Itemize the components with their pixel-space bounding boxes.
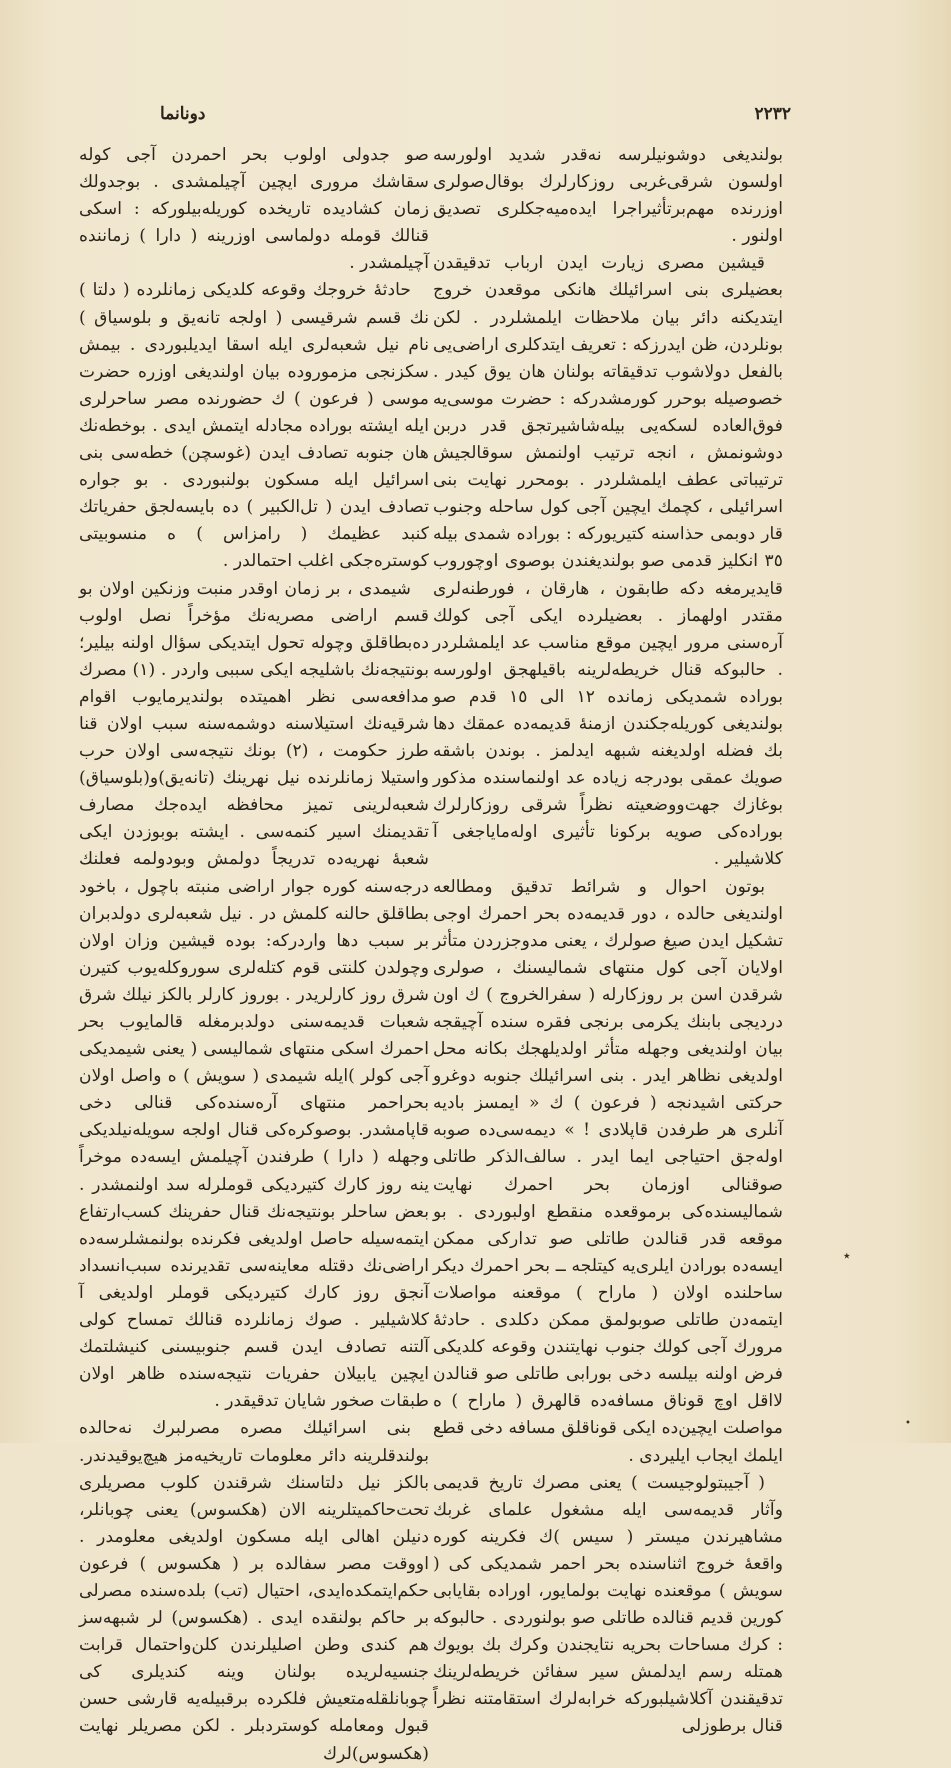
margin-mark: ٭ <box>843 1248 851 1264</box>
page-number: ٢٢٣٢ <box>754 104 791 124</box>
left-column <box>79 142 429 1768</box>
paragraph: بولنديغى دوشونيلرسه نه‌قدر شديد اولورسه اولسون شرقى‌غربى روزكارلرك بوقال‌صولرى اوزرنده مهم‌برتأثيراجرا ايده‌ميه‌جكلرى تصديق اولنور . <box>433 145 783 247</box>
paragraph: قيشين مصرى زيارت ايدن ارباب تدقيقدن بعضيلرى بنى اسرائيلك هانكى موقعدن خروج ايتديكنه دائر بيان ملاحظات ايلمشلردر . لكن بونلردن، ظن ايدرزكه : تعريف ايتدكلرى اراضى‌يى بالفعل دولاشوب تدقيقاته بولنان هان يوق كيدر . خصوصيله بوحرر كورمشدركه : حضرت موسى‌يه فوق‌العاده لسكه‌يى بيله‌شاشيرتجق قدر دربن دوشونمش ، انجه ترتيب اولنمش سوقالجيش ترتيباتى عطف ايلمشلردر . بومحرر نهايت بنى اسرائيلى ، كچمك ايچين آجى كول ساحله وجنوب قار دوبمى حذاسنه كتيريوركه : بوراده شمدى بيله ٣٥ انكليز قدمى صو بولنديغندن بوصوى اوچوروب قايديرمغه دكه طابقون ، هارقان ، فورطنه‌لرى مقتدر اولهماز . بعضيلرده ايكى آجى كولك آره‌سنى مرور ايچين موقع مناسب عد ايلمشلردر . حالبوكه قنال خريطه‌لرينه باقيلهجق اولورسه بوراده شمديكى زمانده ١٢ الى ١٥ قدم صو بولنديغى كوريله‌جكندن ازمنهٔ قديمه‌ده عمقك دها بك فضله اولديغنه شبهه ايدلمز . بوندن باشقه صويك عمقى بودرجه زياده عد اولنماسنده مذكور بوغازك جهت‌ووضعيته نظراً شرقى روزكارلرك بوراده‌كى صويه بركونا تأثيرى اوله‌ماياجغى آ كلاشيلير . <box>433 253 784 870</box>
paragraph: حادثهٔ خروجك وقوعه كلديكى زمانلرده ( دلتا ) نك قسم شرقيسى ( اولجه تانه‌يق و بلوسياق ) نام نيل شعبه‌لرى ايله اسقا ايديلبوردى . بيمش سكزنجى مزموروده بيان اولنديغى اوزره حضرت موسى ( فرعون ) ك حضورنده مصر ساحرلرى ايله ايشته بوراده مجادله ايتمش ايدى . بوخطه‌نك هان جنوبه تصادف ايدن (غوسچن) خطه‌سى بنى اسرائيل ايله مسكون بولنبوردى . بو جواره تصادف ايدن ( تل‌الكبير ) ده بايسه‌لجق حفرياتك كنبد عظيمك ( رامزاس ) ه منسوبيتى كوستره‌جكى اغلب احتمالدر . <box>79 280 429 572</box>
right-column <box>433 142 783 1741</box>
running-title: دونانما <box>160 104 206 124</box>
paragraph: ( آجيبتولوجيست ) يعنى مصرك تاريخ قديمى وآثار قديمه‌سى ايله مشغول علماى غربك مشاهيرندن ميستر ( سيس )ك فكرينه كوره واقعهٔ خروج اثناسنده بحر احمر شمديكى كى ( سويش ) موقعنده نهايت بولمايور، اوراده بقايابى كورين قديم قنالده طاتلى صو بولنوردى . حالبوكه : كرك مساحات بحريه نتايجندن وكرك بك بويوك همتله رسم ايدلمش سير سفائن خريطه‌لرينك تدقيقندن آكلاشيلبوركه خرابه‌لرك استقامتنه نظراً قنال برطوزلى <box>433 1472 783 1737</box>
paragraph: بوتون احوال و شرائط تدقيق ومطالعه اولنديغى حالده ، دور قديمه‌ده بحر احمرك اوجى تشكيل ايدن صيغ صولرك ، يعنى مدوجزردن متأثر اولايان آجى كول منتهاى شماليسنك ، صولرى شرقدن اسن بر روزكارله ( سفرالخروج ) ك اون درديجى بابنك يكرمى برنجى فقره سنده آچيقجه بيان اولنديغى وجهله متأثر اولديلهجك بكانه محل اولديغى نظاهر ايدر . بنى اسرائيلك جنوبه دوغرو حركتى اشيدنجه ( فرعون ) ك « ايمسز باديه آنلرى هر طرفدن قاپلادى ! » ديمه‌سى‌ده صوبه اوله‌جق احتياجى ايما ايدر . سالف‌الذكر طاتلى صوقنالى اوزمان بحر احمرك نهايت شماليسنده‌كى برموقعده منقطع اولبوردى . بو موقعه قدر قنالدن طاتلى صو تداركى ممكن ايسه‌ده بورادن ايلرى‌يه كيتلجه ــ بحر احمرك ديكر ساحلنده اولان ( ماراح ) موقعنه مواصلات ايتمه‌دن طاتلى صوبولمق ممكن دكلدى . حادثهٔ مرورك آجى كولك جنوب نهايتندن وقوعه كلديكى فرض اولنه بيلسه دخى بورابى طاتلى صو قنالدن لااقل اوچ قوناق مسافه‌ده قالهرق ( ماراح ) ه مواصلت ايچين‌ده ايكى قوناقلق مسافه دخى قطع ايلمك ايجاب ايليردى . <box>433 876 783 1466</box>
paragraph: بنى اسرائيلك مصره مصرلبرك نه‌حالده بولندقلرينه دائر معلومات تاريخيه‌مز هيچ‌يوقيدندر. بالكز نيل دلتاسنك شرقندن كلوب مصريلرى تحت‌حاكميتلرينه الان (هكسوس) يعنى چوبانلر، دنيلن اهالى ايله مسكون اولديغى معلومدر . اووقت مصر سفالده بر ( هكسوس ) فرعون حكم‌ايتمكده‌ايدى، احتيال (تب) بلده‌سنده مصرلى بر حاكم بولنقده ايدى . (هكسوس) لر شبهه‌سز هم كندى وطن اصليلرندن كلن‌واحتمال قرابت جنسيه‌لريده بولنان وينه كنديلرى كى چوبانلقله‌متعيش فلكرده برقبيله‌يه قارشى حسن قبول ومعامله كوستردبلر . لكن مصريلر نهايت (هكسوس)لرك <box>79 1418 429 1764</box>
paragraph: صو جدولى اولوب بحر احمردن آجى كوله سقاشك مرورى ايچين آچيلمشدى . بوجدولك زمان كشاديده تاريخده كوريله‌بيلوركه : اسكى قنالك قومله دولماسى اوزرينه ( دارا ) زماننده آچيلمشدر . <box>79 145 429 274</box>
page-header <box>160 104 791 132</box>
dot-mark: • <box>905 1418 911 1429</box>
paragraph: شيمدى ، بر زمان اوقدر منبت وزنكين اولان بو قسم اراضى مصريه‌نك مؤخراً نصل اولوب ده‌بطاقلق وچوله تحول ايتديكى سؤال اولنه بيلير؛ بونتيجه‌نك باشليجه ايكى سببى واردر . (١) مصرك مدافعه‌سى نظر اهميتده بولنديرمايوب اقوام شرقيه‌نك استيلاسنه دوشمه‌سنه سبب اولان قنا طرز حكومت ، (٢) بونك نتيجه‌سى اولان حرب واستيلا زمانلرنده نيل نهرينك (تانه‌يق)و(بلوسياق) شعبه‌لرينى تميز محافظه ايده‌جك مصارف تقديمنك اسير كنمه‌سى . ايشته بوبوزدن ايكى شعبهٔ نهريه‌ده تدريجاً دولمش وبودولمه فعلنك درجه‌سنه كوره جوار اراضى منبته باچول ، باخود بطاقلق حالنه كلمش در . نيل شعبه‌لرى دولدبران بر سبب دها واردركه: بوده قيشين وزان اولان وچولدن كلنتى قوم كتله‌لرى سوروكله‌يوب كتيرن شرق روز كارلريدر . بوروز كارلر بالكز نيلك شرق شعبات قديمه‌سنى دولدبرمغله قالمايوب بحر احمرك اسكى منتهاى شماليسى ( يعنى شيمديكى آجى كولر )ايله شيمدى ( سويش ) ه واصل اولان بحراحمر منتهاى آره‌سنده‌كى قنالى دخى قاپامشدر. بوصوكره‌كى قنال اولجه سويله‌نيلديكى وجهله ( دارا ) طرفندن آچيلمش ايسه‌ده موخراً ينه روز كارك كتيرديكى قوملرله سد اولنمشدر . بعض ساحلر بونتيجه‌نك قنال حفرينك كسب‌ارتفاع ايتمه‌سيله حاصل اولديغى فكرنده بولنمشلرسه‌ده اراضى‌نك دقتله معاينه‌سى تقديرنده سبب‌انسداد آنجق روز كارك كتيرديكى قوملر اولديغى آ كلاشيلير . صوك زمانلرده قنالك تمساح كولى آلتنه تصادف ايدن قسم جنوبيسنى كنيشلتمك ايچين يابيلان حفريات نتيجه‌سنده ظاهر اولان طبقات صخور شايان تدقيقدر . <box>79 578 429 1412</box>
